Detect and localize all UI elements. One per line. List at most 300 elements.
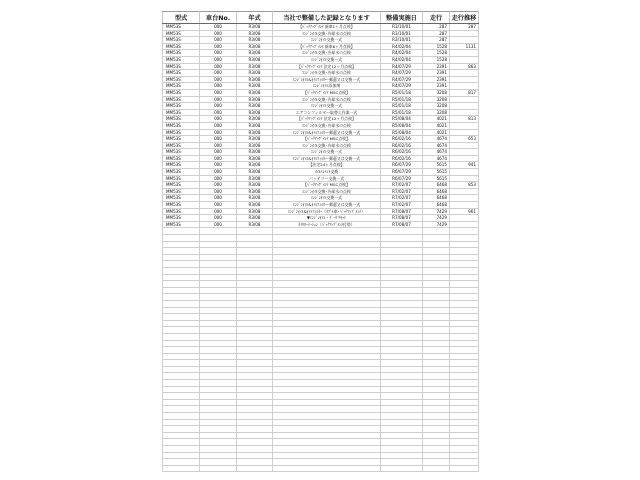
cell-year: R3/08 (237, 129, 273, 136)
empty-row (163, 241, 479, 248)
empty-row (163, 287, 479, 294)
cell-date (381, 294, 423, 301)
cell-content: バッテリー交換一式 (273, 175, 381, 182)
cell-content: 【法定24ヶ月点検】 (273, 162, 381, 169)
cell-chassis-no (200, 386, 237, 393)
table-row (163, 103, 479, 110)
cell-model (163, 459, 200, 466)
cell-mileage-change: 813 (450, 116, 479, 123)
cell-mileage: 4021 (423, 116, 450, 123)
cell-year: R3/08 (237, 37, 273, 44)
cell-date (381, 399, 423, 406)
cell-year: R3/08 (237, 142, 273, 149)
cell-year: R3/08 (237, 109, 273, 116)
cell-model (163, 294, 200, 301)
cell-date (381, 380, 423, 387)
cell-mileage-change (450, 353, 479, 360)
cell-year (237, 393, 273, 400)
cell-mileage: 7429 (423, 208, 450, 215)
cell-chassis-no (200, 320, 237, 327)
empty-row (163, 300, 479, 307)
header-mileage: 走行 (423, 12, 450, 24)
cell-chassis-no (200, 419, 237, 426)
cell-mileage-change (450, 446, 479, 453)
cell-chassis-no (200, 274, 237, 281)
cell-mileage: 6468 (423, 195, 450, 202)
cell-content (273, 360, 381, 367)
cell-chassis-no: 000 (200, 182, 237, 189)
cell-model (163, 235, 200, 242)
cell-mileage: 7429 (423, 221, 450, 228)
cell-model: MM53S (163, 103, 200, 110)
cell-date (381, 267, 423, 274)
cell-chassis-no: 000 (200, 70, 237, 77)
table-row (163, 30, 479, 37)
cell-chassis-no (200, 399, 237, 406)
cell-year: R3/08 (237, 43, 273, 50)
empty-row (163, 399, 479, 406)
cell-date (381, 360, 423, 367)
cell-date (381, 241, 423, 248)
cell-mileage: 5615 (423, 162, 450, 169)
empty-row (163, 406, 479, 413)
cell-mileage-change (450, 37, 479, 44)
cell-model: MM53S (163, 155, 200, 162)
table-body (163, 24, 479, 472)
cell-mileage (423, 386, 450, 393)
cell-mileage-change (450, 432, 479, 439)
table-row (163, 149, 479, 156)
cell-model (163, 393, 200, 400)
cell-chassis-no (200, 314, 237, 321)
cell-model: MM53S (163, 70, 200, 77)
cell-year (237, 413, 273, 420)
cell-mileage-change (450, 327, 479, 334)
cell-mileage-change (450, 122, 479, 129)
cell-mileage (423, 393, 450, 400)
cell-chassis-no: 000 (200, 188, 237, 195)
cell-mileage: 2391 (423, 83, 450, 90)
cell-mileage-change: 853 (450, 182, 479, 189)
cell-chassis-no (200, 459, 237, 466)
cell-model: MM53S (163, 116, 200, 123)
table-row (163, 37, 479, 44)
cell-model (163, 399, 200, 406)
cell-model (163, 366, 200, 373)
cell-content (273, 248, 381, 255)
cell-year: R3/08 (237, 103, 273, 110)
empty-row (163, 413, 479, 420)
cell-mileage: 5615 (423, 169, 450, 176)
cell-content: ｴﾝｼﾞﾝｵｲﾙ&ｵｲﾙﾌｨﾙﾀｰ･郵還又は交換一式 (273, 155, 381, 162)
cell-model: MM53S (163, 89, 200, 96)
cell-date: R7/02/07 (381, 202, 423, 209)
cell-model: MM53S (163, 215, 200, 222)
cell-mileage-change: 817 (450, 89, 479, 96)
table-row (163, 188, 479, 195)
cell-mileage-change (450, 215, 479, 222)
cell-model: MM53S (163, 136, 200, 143)
cell-year (237, 432, 273, 439)
cell-date (381, 439, 423, 446)
cell-model (163, 353, 200, 360)
empty-row (163, 360, 479, 367)
cell-date (381, 347, 423, 354)
cell-model (163, 307, 200, 314)
cell-model (163, 386, 200, 393)
cell-mileage-change: 863 (450, 63, 479, 70)
cell-mileage-change: 941 (450, 162, 479, 169)
table-row (163, 136, 479, 143)
cell-mileage-change (450, 459, 479, 466)
cell-content (273, 287, 381, 294)
cell-content: ｴﾝｼﾞﾝｵｲﾙ添加剤 (273, 83, 381, 90)
cell-model: MM53S (163, 182, 200, 189)
cell-content: ｴﾝｼﾞﾝｵｲﾙ交換･冷却水の点検 (273, 188, 381, 195)
cell-year: R3/08 (237, 70, 273, 77)
cell-chassis-no (200, 360, 237, 367)
cell-chassis-no (200, 439, 237, 446)
cell-mileage-change (450, 175, 479, 182)
cell-model: MM53S (163, 221, 200, 228)
cell-model (163, 267, 200, 274)
cell-model: MM53S (163, 24, 200, 31)
cell-model: MM53S (163, 175, 200, 182)
cell-date (381, 386, 423, 393)
cell-mileage-change (450, 320, 479, 327)
cell-mileage-change (450, 76, 479, 83)
cell-content (273, 340, 381, 347)
cell-content (273, 333, 381, 340)
cell-content (273, 347, 381, 354)
cell-year (237, 327, 273, 334)
cell-date (381, 406, 423, 413)
cell-mileage: 2391 (423, 70, 450, 77)
cell-mileage: 2391 (423, 76, 450, 83)
cell-model (163, 241, 200, 248)
cell-content (273, 452, 381, 459)
cell-model (163, 347, 200, 354)
empty-row (163, 333, 479, 340)
cell-date: R7/02/07 (381, 195, 423, 202)
cell-model (163, 254, 200, 261)
cell-content: 【ﾊﾞｯｸｱｯﾌﾟﾒﾝﾃ 新車6ヶ月点検】 (273, 43, 381, 50)
cell-content: 【ﾊﾞｯｸｱｯﾌﾟﾒﾝﾃ MSC点検】 (273, 89, 381, 96)
cell-year (237, 366, 273, 373)
cell-model (163, 248, 200, 255)
cell-model: MM53S (163, 169, 200, 176)
cell-mileage (423, 235, 450, 242)
cell-model (163, 274, 200, 281)
cell-date (381, 333, 423, 340)
cell-content: ｴﾝｼﾞﾝｵｲﾙ&ｵｲﾙﾌｨﾙﾀｰ･郵還又は交換一式 (273, 76, 381, 83)
cell-mileage-change (450, 426, 479, 433)
cell-date: R4/02/04 (381, 50, 423, 57)
cell-year: R3/08 (237, 215, 273, 222)
cell-date: R4/07/29 (381, 76, 423, 83)
cell-mileage-change (450, 274, 479, 281)
cell-year (237, 235, 273, 242)
cell-date: R4/07/29 (381, 63, 423, 70)
cell-chassis-no: 000 (200, 63, 237, 70)
cell-model (163, 360, 200, 367)
cell-mileage: 3208 (423, 89, 450, 96)
cell-mileage-change (450, 419, 479, 426)
cell-date (381, 287, 423, 294)
cell-year (237, 459, 273, 466)
cell-content: ｵｲﾙｴﾚﾒﾝﾄ交換 (273, 169, 381, 176)
cell-chassis-no: 000 (200, 43, 237, 50)
table-row (163, 109, 479, 116)
cell-content (273, 281, 381, 288)
table-row (163, 63, 479, 70)
table-row (163, 43, 479, 50)
cell-mileage-change: 961 (450, 208, 479, 215)
cell-content (273, 432, 381, 439)
cell-date (381, 314, 423, 321)
cell-content (273, 439, 381, 446)
cell-year (237, 267, 273, 274)
cell-model: MM53S (163, 202, 200, 209)
cell-model (163, 446, 200, 453)
cell-mileage (423, 254, 450, 261)
table-row (163, 142, 479, 149)
table-row (163, 129, 479, 136)
cell-mileage (423, 294, 450, 301)
cell-year: R3/08 (237, 195, 273, 202)
cell-chassis-no: 000 (200, 30, 237, 37)
cell-model: MM53S (163, 50, 200, 57)
cell-chassis-no (200, 353, 237, 360)
cell-mileage-change (450, 70, 479, 77)
cell-mileage-change (450, 142, 479, 149)
cell-content (273, 399, 381, 406)
cell-year: R3/08 (237, 202, 273, 209)
cell-mileage: 1528 (423, 50, 450, 57)
cell-date (381, 307, 423, 314)
table-row (163, 169, 479, 176)
cell-mileage-change (450, 452, 479, 459)
cell-chassis-no (200, 366, 237, 373)
cell-year (237, 380, 273, 387)
cell-mileage-change: 1131 (450, 43, 479, 50)
cell-date: R5/08/04 (381, 129, 423, 136)
empty-row (163, 307, 479, 314)
cell-mileage-change (450, 406, 479, 413)
cell-mileage (423, 465, 450, 472)
table-row (163, 50, 479, 57)
cell-mileage-change (450, 248, 479, 255)
cell-mileage-change (450, 129, 479, 136)
cell-content (273, 294, 381, 301)
cell-mileage (423, 360, 450, 367)
cell-mileage-change (450, 399, 479, 406)
cell-mileage (423, 446, 450, 453)
empty-row (163, 432, 479, 439)
cell-content (273, 406, 381, 413)
cell-content: エアコンフィルター取替え作業一式 (273, 109, 381, 116)
cell-date: R6/02/16 (381, 155, 423, 162)
cell-mileage (423, 426, 450, 433)
cell-content (273, 393, 381, 400)
cell-year: R3/08 (237, 162, 273, 169)
cell-year: R3/08 (237, 136, 273, 143)
cell-mileage (423, 274, 450, 281)
cell-mileage (423, 307, 450, 314)
cell-mileage-change: 287 (450, 24, 479, 31)
cell-date: R6/02/16 (381, 149, 423, 156)
cell-model (163, 439, 200, 446)
cell-content (273, 261, 381, 268)
cell-year (237, 314, 273, 321)
cell-mileage-change (450, 50, 479, 57)
empty-row (163, 452, 479, 459)
cell-mileage-change (450, 30, 479, 37)
cell-content: ｴﾝｼﾞﾝｵｲﾙ&ｵｲﾙﾌｨﾙﾀｰ･郵還又は交換一式 (273, 202, 381, 209)
cell-date: R6/07/29 (381, 162, 423, 169)
cell-mileage-change (450, 307, 479, 314)
cell-mileage-change (450, 267, 479, 274)
cell-mileage-change (450, 109, 479, 116)
cell-mileage: 287 (423, 24, 450, 31)
table-row (163, 162, 479, 169)
cell-mileage: 5615 (423, 175, 450, 182)
cell-date: R6/02/16 (381, 142, 423, 149)
cell-chassis-no: 000 (200, 149, 237, 156)
cell-chassis-no: 000 (200, 175, 237, 182)
cell-content (273, 320, 381, 327)
empty-row (163, 373, 479, 380)
table-row (163, 116, 479, 123)
cell-date (381, 432, 423, 439)
cell-mileage: 3208 (423, 103, 450, 110)
cell-mileage: 6468 (423, 202, 450, 209)
cell-date: R4/07/29 (381, 83, 423, 90)
cell-model: MM53S (163, 109, 200, 116)
cell-content: ｴﾝｼﾞﾝｵｲﾙ交換一式 (273, 56, 381, 63)
cell-date (381, 393, 423, 400)
cell-content: ｴﾝｼﾞﾝｵｲﾙ交換･冷却水の点検 (273, 50, 381, 57)
cell-mileage-change (450, 300, 479, 307)
cell-mileage: 4674 (423, 149, 450, 156)
cell-date: R3/10/01 (381, 30, 423, 37)
empty-row (163, 380, 479, 387)
empty-row (163, 439, 479, 446)
cell-mileage-change (450, 202, 479, 209)
cell-date: R5/01/18 (381, 89, 423, 96)
cell-chassis-no (200, 241, 237, 248)
cell-mileage-change (450, 373, 479, 380)
cell-chassis-no (200, 307, 237, 314)
cell-chassis-no (200, 294, 237, 301)
cell-mileage-change (450, 380, 479, 387)
empty-row (163, 386, 479, 393)
cell-chassis-no: 000 (200, 24, 237, 31)
cell-content: ｴﾝｼﾞﾝｵｲﾙ交換一式 (273, 149, 381, 156)
table-row (163, 221, 479, 228)
cell-content (273, 267, 381, 274)
cell-mileage: 2391 (423, 63, 450, 70)
header-maintenance-date: 整備実施日 (381, 12, 423, 24)
cell-date: R5/01/18 (381, 96, 423, 103)
cell-content: ｴﾝｼﾞﾝｵｲﾙ&ｵｲﾙﾌｨﾙﾀｰ･郵還又は交換一式 (273, 129, 381, 136)
cell-date: R6/07/29 (381, 169, 423, 176)
cell-mileage: 6468 (423, 182, 450, 189)
cell-date (381, 261, 423, 268)
table-row (163, 56, 479, 63)
cell-chassis-no (200, 248, 237, 255)
cell-model (163, 261, 200, 268)
empty-row (163, 281, 479, 288)
cell-content: ｴﾝｼﾞﾝｵｲﾙ交換･冷却水の点検 (273, 142, 381, 149)
cell-year: R3/08 (237, 63, 273, 70)
cell-year: R3/08 (237, 83, 273, 90)
cell-mileage: 287 (423, 37, 450, 44)
cell-mileage-change (450, 221, 479, 228)
cell-year (237, 399, 273, 406)
cell-chassis-no (200, 406, 237, 413)
cell-model (163, 380, 200, 387)
cell-mileage-change (450, 347, 479, 354)
cell-chassis-no: 000 (200, 221, 237, 228)
cell-mileage (423, 228, 450, 235)
cell-chassis-no: 000 (200, 116, 237, 123)
cell-mileage (423, 281, 450, 288)
cell-mileage-change (450, 366, 479, 373)
cell-model: MM53S (163, 129, 200, 136)
cell-mileage-change (450, 333, 479, 340)
cell-mileage (423, 327, 450, 334)
cell-model: MM53S (163, 195, 200, 202)
cell-mileage: 7429 (423, 215, 450, 222)
cell-mileage (423, 241, 450, 248)
cell-year (237, 406, 273, 413)
cell-mileage (423, 353, 450, 360)
cell-year: R3/08 (237, 155, 273, 162)
empty-row (163, 459, 479, 466)
cell-year (237, 340, 273, 347)
table-row (163, 70, 479, 77)
cell-model: MM53S (163, 43, 200, 50)
cell-model: MM53S (163, 208, 200, 215)
cell-content (273, 307, 381, 314)
cell-date (381, 248, 423, 255)
cell-chassis-no: 000 (200, 89, 237, 96)
cell-chassis-no: 000 (200, 208, 237, 215)
header-model: 型式 (163, 12, 200, 24)
cell-date (381, 320, 423, 327)
cell-model: MM53S (163, 83, 200, 90)
empty-row (163, 274, 479, 281)
cell-chassis-no (200, 261, 237, 268)
cell-year: R3/08 (237, 50, 273, 57)
table-row (163, 122, 479, 129)
cell-chassis-no: 000 (200, 129, 237, 136)
cell-model (163, 426, 200, 433)
cell-chassis-no: 000 (200, 37, 237, 44)
cell-year (237, 294, 273, 301)
empty-row (163, 393, 479, 400)
cell-mileage (423, 267, 450, 274)
cell-model (163, 373, 200, 380)
cell-mileage (423, 340, 450, 347)
cell-mileage: 4674 (423, 142, 450, 149)
cell-content (273, 380, 381, 387)
cell-year (237, 452, 273, 459)
cell-content: ｴﾝｼﾞﾝｵｲﾙ交換･冷却水の点検 (273, 122, 381, 129)
cell-mileage-change (450, 413, 479, 420)
cell-chassis-no (200, 380, 237, 387)
